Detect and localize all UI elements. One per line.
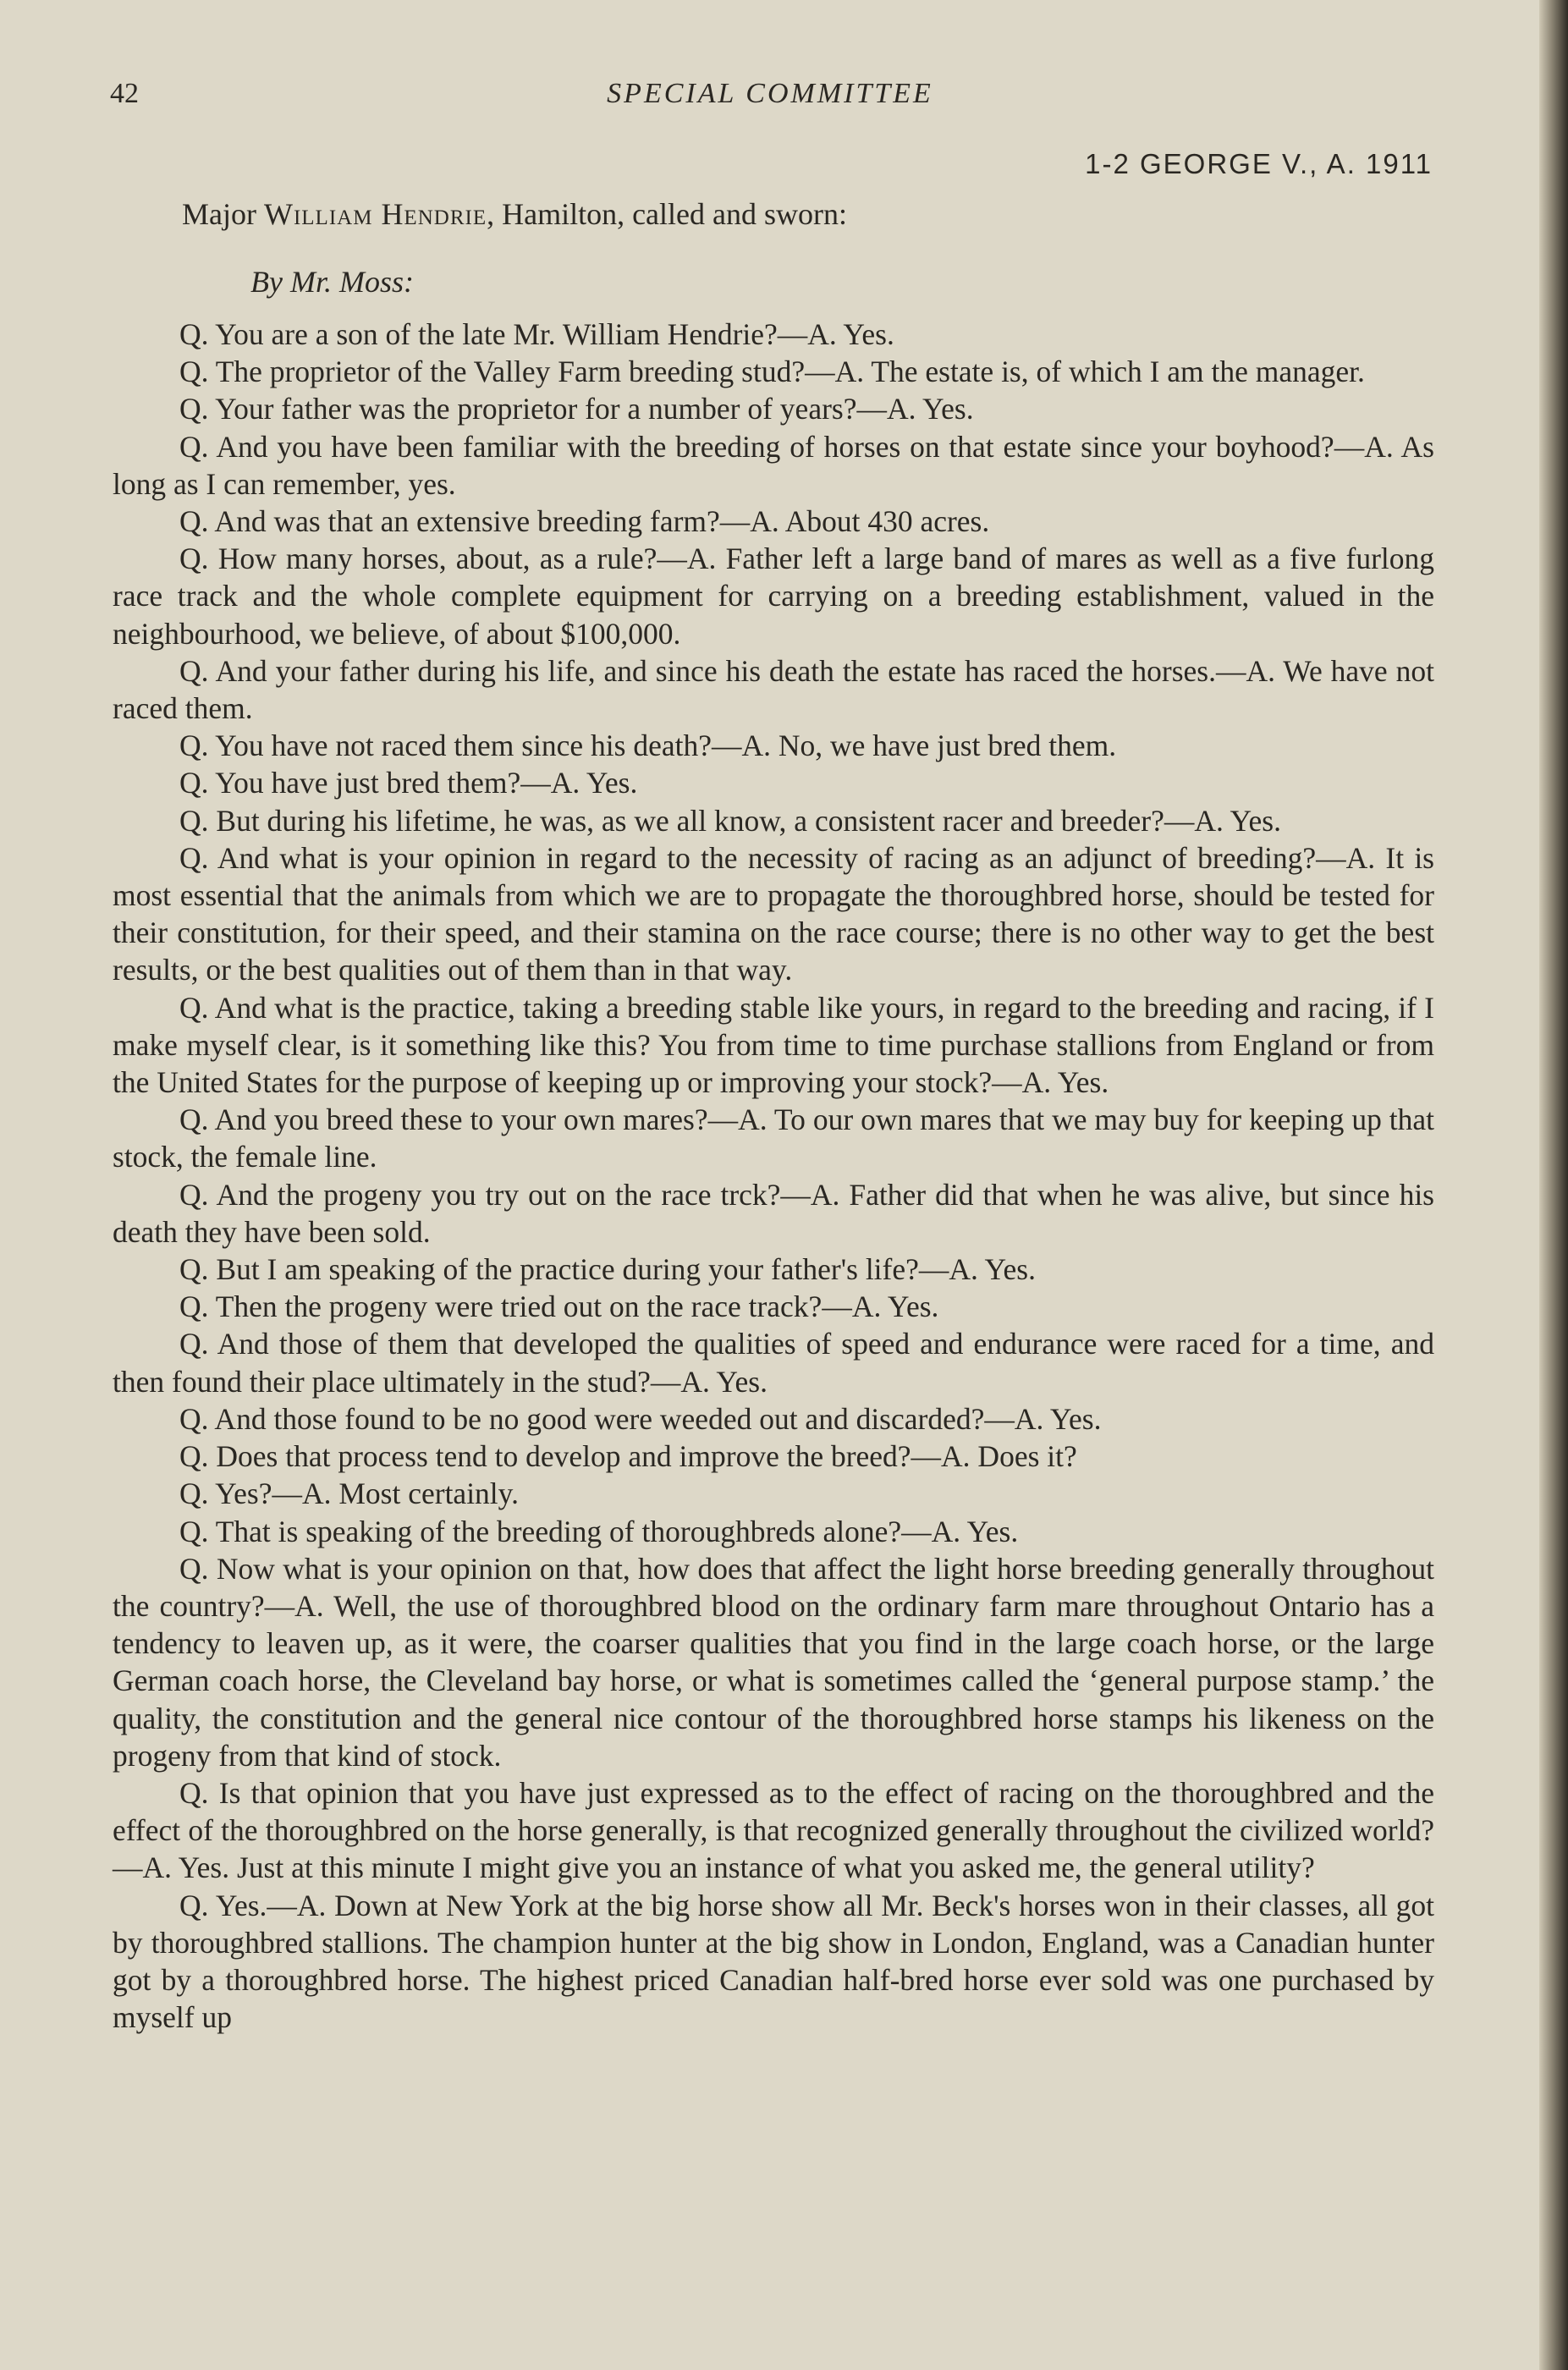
- witness-suffix: , Hamilton, called and sworn:: [487, 197, 847, 231]
- testimony-paragraph: Q. That is speaking of the breeding of thoroughbreds alone?—A. Yes.: [179, 1514, 1019, 1548]
- testimony-paragraph: Q. And your father during his life, and since his death the estate has raced the horses.—A. We have not raced them.: [113, 653, 1434, 726]
- testimony-paragraph: Q. And was that an extensive breeding farm?—A. About 430 acres.: [179, 504, 990, 539]
- testimony-paragraph: Q. And you have been familiar with the breeding of horses on that estate since your boyhood?—A. As long as I can remember, yes.: [113, 429, 1434, 501]
- book-binding-edge: [1539, 0, 1568, 2370]
- testimony-paragraph: Q. Yes.—A. Down at New York at the big horse show all Mr. Beck's horses won in their classes, all got by thoroughbred stallions. The champion hunter at the big show in London, England, was a Canadian hunter got by a thoroughbred horse. The highest priced Canadian half-bred horse ever sold was one purchased by myself up: [113, 1888, 1434, 2035]
- testimony-paragraph: Q. You are a son of the late Mr. William Hendrie?—A. Yes.: [179, 317, 894, 351]
- testimony-paragraph: Q. You have not raced them since his death?—A. No, we have just bred them.: [179, 729, 1117, 763]
- testimony-body: [113, 316, 1434, 2036]
- testimony-paragraph: Q. And what is your opinion in regard to the necessity of racing as an adjunct of breeding?—A. It is most essential that the animals from which we are to propagate the thoroughbred horse, should be tested for their constitution, for their speed, and their stamina on the race course; there is no other way to get the best results, or the best qualities out of them than in that way.: [113, 840, 1434, 987]
- witness-line: [182, 196, 847, 232]
- witness-name: William Hendrie: [263, 197, 487, 231]
- session-reference: 1-2 GEORGE V., A. 1911: [1085, 148, 1433, 179]
- witness-prefix: Major: [182, 197, 264, 231]
- testimony-paragraph: Q. And you breed these to your own mares?—A. To our own mares that we may buy for keeping up that stock, the female line.: [113, 1103, 1434, 1174]
- testimony-paragraph: Q. And the progeny you try out on the race trck?—A. Father did that when he was alive, but since his death they have been sold.: [113, 1177, 1434, 1249]
- testimony-paragraph: Q. Now what is your opinion on that, how does that affect the light horse breeding generally throughout the country?—A. Well, the use of thoroughbred blood on the ordinary farm mare throughout Ontario has a tendency to leaven up, as it were, the coarser qualities that you find in the large coach horse, or the large German coach horse, the Cleveland bay horse, or what is sometimes called the ‘general purpose stamp.’ the quality, the constitution and the general nice contour of the thoroughbred horse stamps his likeness on the progeny from that kind of stock.: [113, 1551, 1434, 1773]
- testimony-paragraph: Q. You have just bred them?—A. Yes.: [179, 766, 638, 800]
- testimony-paragraph: Q. Yes?—A. Most certainly.: [179, 1476, 519, 1511]
- testimony-paragraph: Q. Then the progeny were tried out on the race track?—A. Yes.: [179, 1289, 939, 1324]
- testimony-paragraph: Q. And those found to be no good were weeded out and discarded?—A. Yes.: [179, 1401, 1102, 1436]
- page-header: [110, 78, 1430, 120]
- testimony-paragraph: Q. But I am speaking of the practice during your father's life?—A. Yes.: [179, 1252, 1036, 1287]
- testimony-paragraph: Q. And what is the practice, taking a breeding stable like yours, in regard to the breeding and racing, if I make myself clear, is it something like this? You from time to time purchase stallions from England or from the United States for the purpose of keeping up or improving your stock?—A. Yes.: [113, 990, 1434, 1100]
- testimony-paragraph: Q. But during his lifetime, he was, as we all know, a consistent racer and breeder?—A. Yes.: [179, 803, 1281, 838]
- running-head: SPECIAL COMMITTEE: [607, 78, 933, 109]
- testimony-paragraph: Q. And those of them that developed the qualities of speed and endurance were raced for a time, and then found their place ultimately in the stud?—A. Yes.: [113, 1327, 1434, 1399]
- testimony-paragraph: Q. The proprietor of the Valley Farm breeding stud?—A. The estate is, of which I am the manager.: [179, 355, 1365, 389]
- examiner-line: By Mr. Moss:: [250, 265, 414, 299]
- testimony-paragraph: Q. Is that opinion that you have just expressed as to the effect of racing on the thoroughbred and the effect of the thoroughbred on the horse generally, is that recognized generally throughout the civilized world?—A. Yes. Just at this minute I might give you an instance of what you asked me, the general utility?: [113, 1775, 1434, 1885]
- testimony-paragraph: Q. How many horses, about, as a rule?—A. Father left a large band of mares as well as a five furlong race track and the whole complete equipment for carrying on a breeding establishment, valued in the neighbourhood, we believe, of about $100,000.: [113, 542, 1434, 651]
- page-number: 42: [110, 78, 139, 109]
- testimony-paragraph: Q. Does that process tend to develop and improve the breed?—A. Does it?: [179, 1439, 1077, 1474]
- testimony-paragraph: Q. Your father was the proprietor for a number of years?—A. Yes.: [179, 392, 974, 426]
